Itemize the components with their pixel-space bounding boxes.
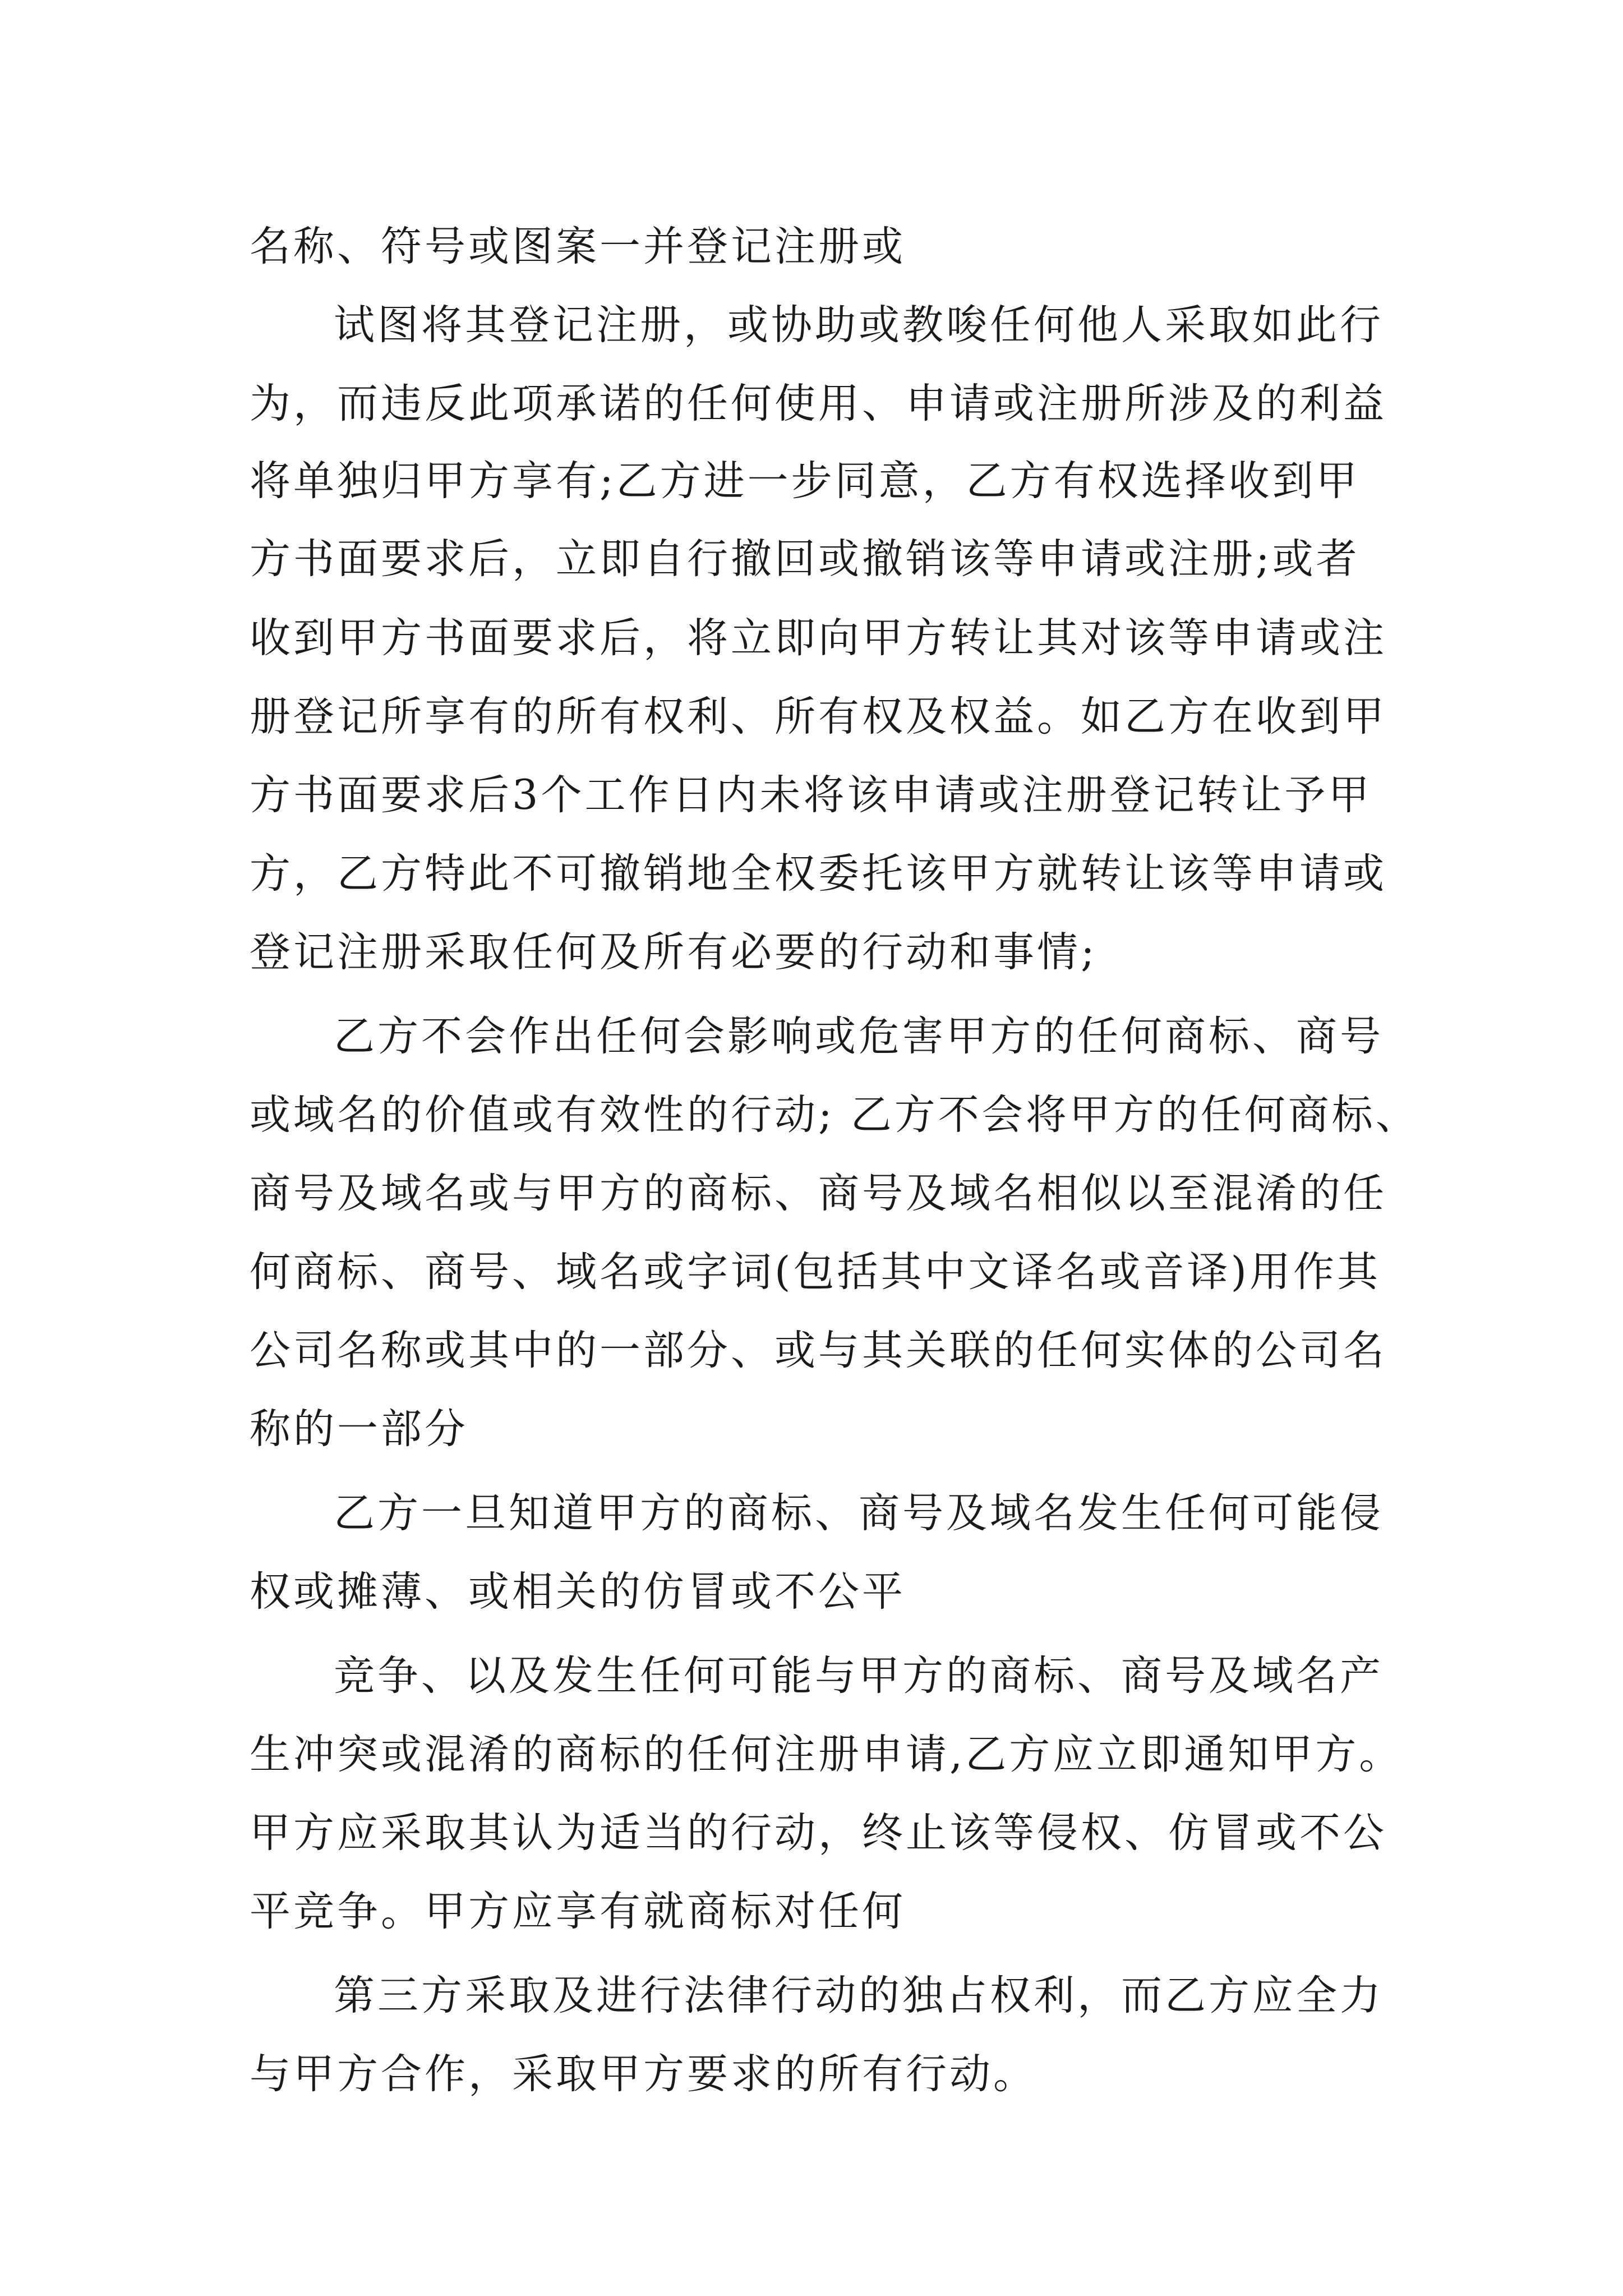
paragraph-first-line: 乙方不会作出任何会影响或危害甲方的任何商标、商号	[334, 1013, 1384, 1060]
text-line: 方，乙方特此不可撤销地全权委托该甲方就转让该等申请或	[250, 850, 1387, 898]
text-line: 或域名的价值或有效性的行动; 乙方不会将甲方的任何商标、	[250, 1091, 1419, 1139]
paragraph-first-line: 第三方采取及进行法律行动的独占权利，而乙方应全力	[334, 1972, 1384, 2019]
text-line: 平竞争。甲方应享有就商标对任何	[250, 1888, 906, 1935]
text-line: 与甲方合作，采取甲方要求的所有行动。	[250, 2050, 1037, 2098]
text-line: 方书面要求后3个工作日内未将该申请或注册登记转让予甲	[250, 771, 1372, 819]
text-line: 将单独归甲方享有;乙方进一步同意，乙方有权选择收到甲	[250, 457, 1360, 505]
text-line: 登记注册采取任何及所有必要的行动和事情;	[250, 928, 1098, 976]
text-line: 方书面要求后，立即自行撤回或撤销该等申请或注册;或者	[250, 535, 1360, 583]
text-line: 为，而违反此项承诺的任何使用、申请或注册所涉及的利益	[250, 380, 1387, 427]
text-line: 册登记所享有的所有权利、所有权及权益。如乙方在收到甲	[250, 693, 1387, 740]
paragraph-first-line: 乙方一旦知道甲方的商标、商号及域名发生任何可能侵	[334, 1489, 1384, 1537]
text-line: 何商标、商号、域名或字词(包括其中文译名或音译)用作其	[250, 1248, 1381, 1296]
text-line: 名称、符号或图案一并登记注册或	[250, 223, 906, 270]
text-line: 公司名称或其中的一部分、或与其关联的任何实体的公司名	[250, 1327, 1387, 1374]
text-line: 商号及域名或与甲方的商标、商号及域名相似以至混淆的任	[250, 1170, 1387, 1217]
text-line: 甲方应采取其认为适当的行动，终止该等侵权、仿冒或不公	[250, 1809, 1387, 1857]
text-line: 权或摊薄、或相关的仿冒或不公平	[250, 1568, 906, 1616]
paragraph-first-line: 试图将其登记注册，或协助或教唆任何他人采取如此行	[334, 301, 1384, 349]
text-line: 生冲突或混淆的商标的任何注册申请,乙方应立即通知甲方。	[250, 1731, 1403, 1778]
text-line: 称的一部分	[250, 1405, 468, 1453]
text-line: 收到甲方书面要求后，将立即向甲方转让其对该等申请或注	[250, 614, 1387, 662]
paragraph-first-line: 竞争、以及发生任何可能与甲方的商标、商号及域名产	[334, 1652, 1384, 1700]
